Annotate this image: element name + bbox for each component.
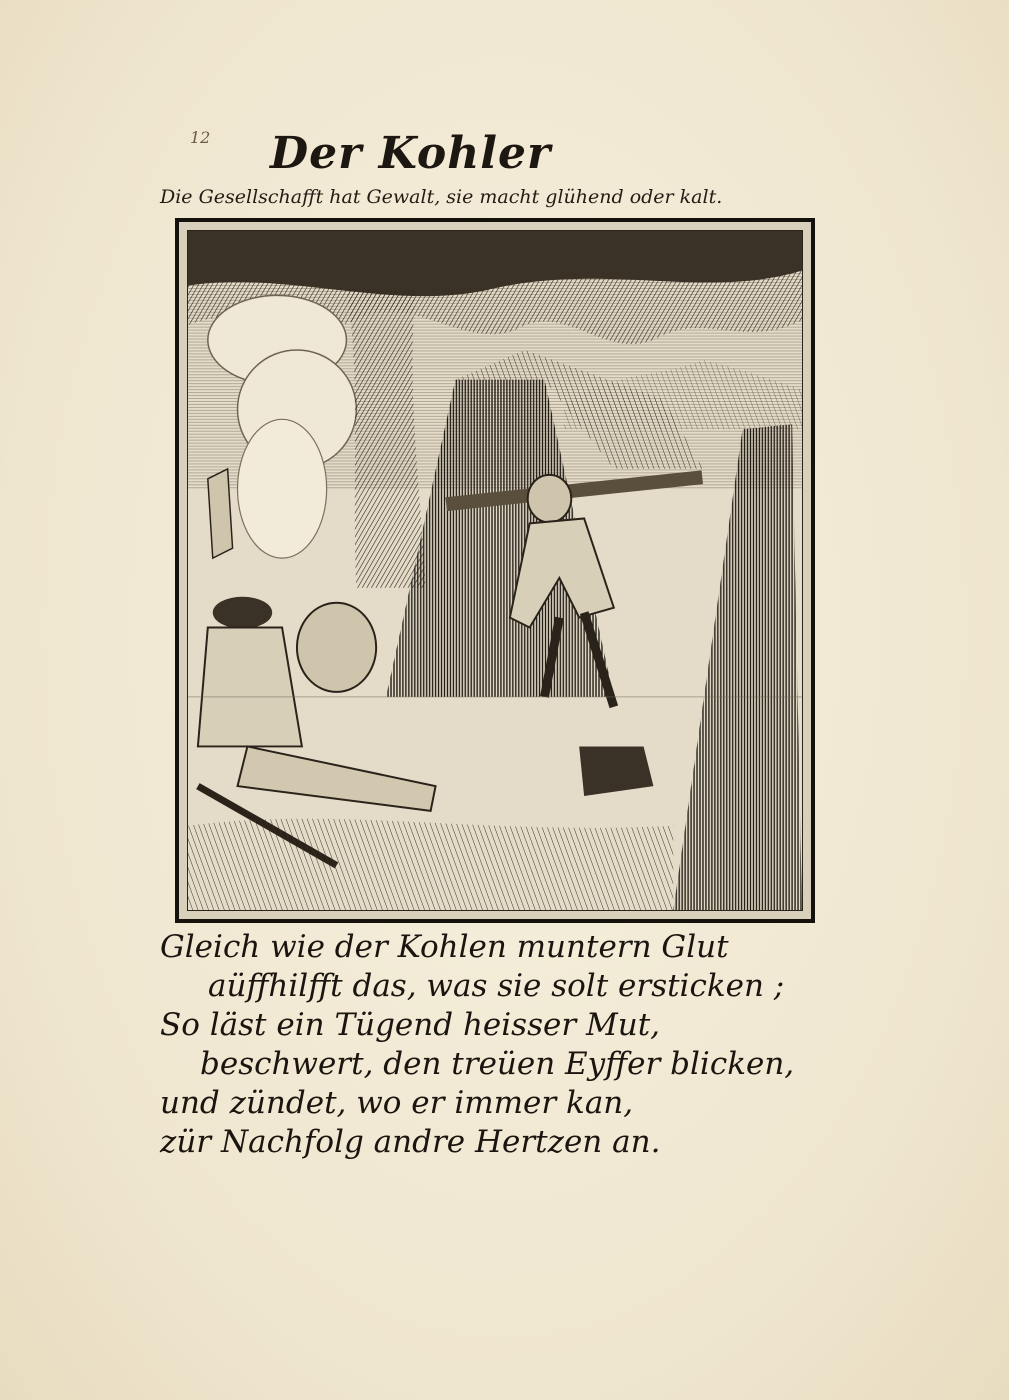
- page-title: Der Kohler: [270, 128, 552, 179]
- verse-line: Gleich wie der Kohlen muntern Glut: [160, 929, 729, 965]
- verse-line: So läst ein Tügend heisser Mut,: [160, 1007, 661, 1043]
- verse: [160, 928, 860, 1162]
- verse-line: und zündet, wo er immer kan,: [160, 1085, 634, 1121]
- engraving-charcoal-burner-icon: [187, 230, 803, 911]
- motto: Die Gesellschafft hat Gewalt, sie macht glühend oder kalt.: [160, 186, 723, 208]
- verse-line: zür Nachfolg andre Hertzen an.: [160, 1124, 661, 1160]
- verse-line: beschwert, den treüen Eyffer blicken,: [200, 1046, 795, 1082]
- verse-line: aüffhilfft das, was sie solt ersticken ;: [208, 968, 785, 1004]
- page-number: 12: [190, 128, 211, 147]
- engraving-plate: [175, 218, 815, 923]
